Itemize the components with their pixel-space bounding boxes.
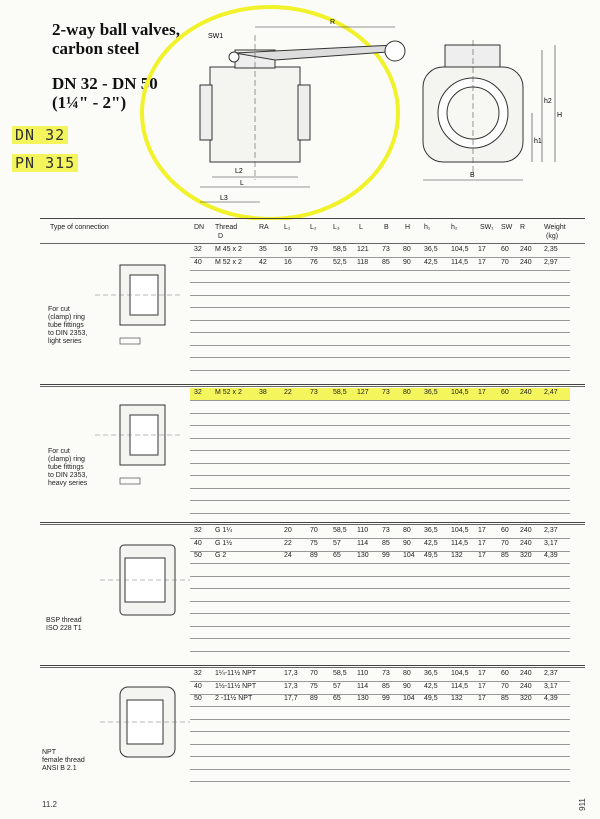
cell-h1: 49,5 [424, 552, 438, 559]
cell-dn: 40 [194, 539, 202, 547]
table-rule-line [190, 706, 570, 707]
cell-l3: 57 [333, 539, 341, 547]
dim-sw1: SW1 [208, 33, 224, 40]
table-row [190, 551, 570, 563]
table-rule-line [190, 563, 570, 564]
table-rule-line [190, 400, 570, 401]
header-l: L [359, 224, 363, 231]
cell-h: 80 [403, 246, 411, 253]
section-rule [40, 667, 585, 668]
table-rule-line [190, 425, 570, 426]
table-rule-line [190, 450, 570, 451]
cell-l2: 75 [310, 682, 318, 690]
table-rule-line [190, 781, 570, 782]
table-rule-line [190, 601, 570, 602]
table-rule-line [190, 500, 570, 501]
table-rule-line [190, 488, 570, 489]
header-h2: h₂ [451, 224, 458, 231]
table-rule-line [190, 626, 570, 627]
cell-l3: 58,5 [333, 389, 347, 396]
cell-ra: 42 [259, 258, 267, 266]
dim-h2: h2 [544, 98, 552, 105]
cell-thread: 2 -11½ NPT [215, 695, 253, 702]
cell-h: 80 [403, 527, 411, 534]
footer-code: 911 [577, 798, 587, 811]
cell-thread: M 52 x 2 [215, 258, 242, 266]
cell-l: 110 [357, 527, 369, 534]
cell-sw1: 17 [478, 527, 486, 534]
header-l1: L₁ [284, 224, 291, 231]
fitting-sketch-npt [95, 672, 195, 777]
header-l3: L₃ [333, 224, 340, 231]
cell-b: 85 [382, 682, 390, 690]
cell-r: 320 [520, 552, 532, 559]
header-r: R [520, 224, 526, 231]
caption-npt: NPT female thread ANSI B 2.1 [42, 749, 85, 772]
header-type: Type of connection [50, 224, 109, 231]
cell-h2: 104,5 [451, 389, 469, 396]
table-rule-line [190, 320, 570, 321]
section-rule [40, 522, 585, 523]
cell-l: 130 [357, 695, 369, 702]
cell-h1: 42,5 [424, 539, 438, 547]
cell-r: 240 [520, 670, 532, 677]
header-dn: DN [194, 224, 205, 231]
cell-b: 85 [382, 539, 390, 547]
cell-r: 240 [520, 246, 532, 253]
table-row [190, 526, 570, 538]
handwritten-pn: PN 315 [12, 154, 78, 172]
cell-l3: 65 [333, 695, 341, 702]
dim-r: R [330, 19, 336, 26]
table-rule-line [190, 719, 570, 720]
section-rule [40, 665, 585, 666]
cell-l1: 16 [284, 258, 292, 266]
table-rule-line [190, 638, 570, 639]
cell-l: 114 [357, 539, 369, 547]
cell-h: 104 [403, 552, 415, 559]
header-h: H [405, 224, 411, 231]
cell-sw1: 17 [478, 682, 486, 690]
cell-sw: 70 [501, 539, 509, 547]
cell-sw1: 17 [478, 389, 486, 396]
table-rule-line [190, 370, 570, 371]
cell-l2: 70 [310, 670, 318, 677]
table-rule-line [190, 270, 570, 271]
section-rule [40, 384, 585, 385]
cell-weight: 4,39 [544, 695, 558, 702]
cell-r: 240 [520, 527, 532, 534]
cell-l2: 76 [310, 258, 318, 266]
cell-dn: 50 [194, 552, 202, 559]
header-weight: Weight [544, 224, 566, 231]
cell-h1: 36,5 [424, 670, 438, 677]
table-rule-line [190, 307, 570, 308]
cell-sw: 60 [501, 670, 509, 677]
caption-bsp: BSP thread ISO 228 T1 [46, 617, 82, 632]
cell-sw: 70 [501, 682, 509, 690]
cell-h2: 104,5 [451, 246, 469, 253]
cell-r: 240 [520, 682, 532, 690]
cell-sw1: 17 [478, 258, 486, 266]
cell-b: 85 [382, 258, 390, 266]
cell-r: 320 [520, 695, 532, 702]
cell-b: 73 [382, 389, 390, 396]
table-rule-line [190, 413, 570, 414]
cell-l1: 22 [284, 389, 292, 396]
cell-h2: 132 [451, 552, 463, 559]
table-rule-line [190, 463, 570, 464]
cell-l1: 17,3 [284, 670, 298, 677]
cell-weight: 2,97 [544, 258, 558, 266]
caption-heavy-series: For cut (clamp) ring tube fittings to DIN 2353, heavy series [48, 448, 88, 487]
dim-l3: L3 [220, 195, 228, 202]
cell-sw1: 17 [478, 695, 486, 702]
cell-weight: 3,17 [544, 539, 558, 547]
dim-h1: h1 [534, 138, 542, 145]
table-rule-line [190, 769, 570, 770]
cell-h1: 36,5 [424, 527, 438, 534]
cell-l1: 17,3 [284, 682, 298, 690]
header-ra: RA [259, 224, 269, 231]
table-rule-line [190, 576, 570, 577]
cell-h1: 42,5 [424, 682, 438, 690]
section-rule [40, 386, 585, 387]
header-thread-d: D [218, 233, 224, 240]
title-line-3: DN 32 - DN 50 [52, 74, 158, 93]
cell-l3: 57 [333, 682, 341, 690]
cell-dn: 50 [194, 695, 202, 702]
header-sw1: SW₁ [480, 224, 494, 231]
title-line-4: (1¼" - 2") [52, 93, 127, 112]
cell-dn: 32 [194, 527, 202, 534]
cell-dn: 32 [194, 389, 202, 396]
cell-r: 240 [520, 539, 532, 547]
cell-dn: 32 [194, 670, 202, 677]
dim-l2: L2 [235, 168, 243, 175]
cell-h: 104 [403, 695, 415, 702]
cell-b: 73 [382, 527, 390, 534]
cell-h2: 114,5 [451, 258, 468, 266]
table-rule-line [190, 282, 570, 283]
cell-l: 130 [357, 552, 369, 559]
table-rule-line [190, 588, 570, 589]
cell-l3: 58,5 [333, 527, 347, 534]
cell-ra: 38 [259, 389, 267, 396]
cell-b: 73 [382, 670, 390, 677]
table-rule-line [190, 345, 570, 346]
cell-sw: 60 [501, 246, 509, 253]
header-h1: h₁ [424, 224, 431, 231]
cell-h2: 132 [451, 695, 463, 702]
cell-thread: G 1¼ [215, 527, 233, 534]
cell-l: 121 [357, 246, 369, 253]
cell-ra: 35 [259, 246, 267, 253]
caption-light-series: For cut (clamp) ring tube fittings to DIN 2353, light series [48, 306, 88, 345]
section-rule [40, 243, 585, 244]
cell-h2: 104,5 [451, 527, 469, 534]
cell-r: 240 [520, 258, 532, 266]
table-row [190, 245, 570, 257]
cell-sw: 60 [501, 389, 509, 396]
handwritten-dn: DN 32 [12, 126, 68, 144]
cell-l: 114 [357, 682, 369, 690]
cell-sw: 85 [501, 695, 509, 702]
header-sw: SW [501, 224, 513, 231]
cell-dn: 40 [194, 258, 202, 266]
cell-l2: 70 [310, 527, 318, 534]
cell-dn: 40 [194, 682, 202, 690]
cell-weight: 2,37 [544, 527, 558, 534]
table-rule-line [190, 744, 570, 745]
cell-thread: M 52 x 2 [215, 389, 242, 396]
cell-sw1: 17 [478, 246, 486, 253]
cell-h2: 104,5 [451, 670, 469, 677]
cell-sw1: 17 [478, 552, 486, 559]
cell-thread: G 2 [215, 552, 227, 559]
table-rule-line [190, 651, 570, 652]
cell-l3: 65 [333, 552, 341, 559]
cell-thread: 1¼-11½ NPT [215, 670, 257, 677]
table-row [190, 669, 570, 681]
header-thread: Thread [215, 224, 238, 231]
table-row [190, 682, 570, 694]
cell-weight: 2,35 [544, 246, 558, 253]
header-b: B [384, 224, 389, 231]
cell-h2: 114,5 [451, 682, 468, 690]
cell-h1: 42,5 [424, 258, 438, 266]
valve-drawing [140, 5, 600, 220]
cell-h: 80 [403, 670, 411, 677]
cell-l1: 17,7 [284, 695, 298, 702]
footer-page-number: 11.2 [42, 800, 57, 809]
section-rule [40, 524, 585, 525]
header-l2: L₂ [310, 224, 317, 231]
header-weight-unit: (kg) [546, 233, 559, 240]
table-rule-line [190, 756, 570, 757]
table-rule-line [190, 438, 570, 439]
cell-h2: 114,5 [451, 539, 468, 547]
cell-dn: 32 [194, 246, 202, 253]
cell-sw1: 17 [478, 670, 486, 677]
cell-h1: 36,5 [424, 389, 438, 396]
dim-h: H [557, 112, 563, 119]
cell-l1: 20 [284, 527, 292, 534]
cell-weight: 4,39 [544, 552, 558, 559]
cell-b: 99 [382, 695, 390, 702]
cell-h: 90 [403, 539, 411, 547]
cell-l1: 16 [284, 246, 292, 253]
cell-h: 80 [403, 389, 411, 396]
table-row [190, 539, 570, 551]
title-line-2: carbon steel [52, 39, 140, 58]
table-row [190, 388, 570, 400]
cell-l: 110 [357, 670, 369, 677]
cell-l2: 89 [310, 552, 318, 559]
cell-sw1: 17 [478, 539, 486, 547]
cell-thread: 1½-11½ NPT [215, 682, 257, 690]
dim-b: B [470, 172, 475, 179]
cell-l: 127 [357, 389, 369, 396]
cell-h1: 49,5 [424, 695, 438, 702]
cell-weight: 2,47 [544, 389, 558, 396]
cell-r: 240 [520, 389, 532, 396]
cell-sw: 70 [501, 258, 509, 266]
cell-l3: 52,5 [333, 258, 347, 266]
cell-l1: 24 [284, 552, 292, 559]
cell-b: 73 [382, 246, 390, 253]
cell-h: 90 [403, 258, 411, 266]
table-rule-line [190, 357, 570, 358]
table-rule-line [190, 475, 570, 476]
fitting-sketch-light [85, 250, 185, 350]
cell-thread: M 45 x 2 [215, 246, 242, 253]
cell-l3: 58,5 [333, 246, 347, 253]
table-rule-line [190, 332, 570, 333]
cell-sw: 85 [501, 552, 509, 559]
table-rule-line [190, 295, 570, 296]
cell-h: 90 [403, 682, 411, 690]
title-line-1: 2-way ball valves, [52, 20, 180, 39]
fitting-sketch-bsp [95, 530, 195, 635]
cell-l3: 58,5 [333, 670, 347, 677]
cell-l1: 22 [284, 539, 292, 547]
header-top-rule [40, 218, 585, 219]
table-rule-line [190, 613, 570, 614]
table-rule-line [190, 513, 570, 514]
cell-l2: 89 [310, 695, 318, 702]
cell-l2: 75 [310, 539, 318, 547]
cell-b: 99 [382, 552, 390, 559]
table-rule-line [190, 731, 570, 732]
table-row [190, 694, 570, 706]
table-row [190, 258, 570, 270]
cell-h1: 36,5 [424, 246, 438, 253]
cell-weight: 2,37 [544, 670, 558, 677]
cell-sw: 60 [501, 527, 509, 534]
cell-weight: 3,17 [544, 682, 558, 690]
cell-l2: 73 [310, 389, 318, 396]
cell-l: 118 [357, 258, 369, 266]
cell-thread: G 1½ [215, 539, 233, 547]
fitting-sketch-heavy [85, 390, 185, 490]
dim-l: L [240, 180, 244, 187]
cell-l2: 79 [310, 246, 318, 253]
